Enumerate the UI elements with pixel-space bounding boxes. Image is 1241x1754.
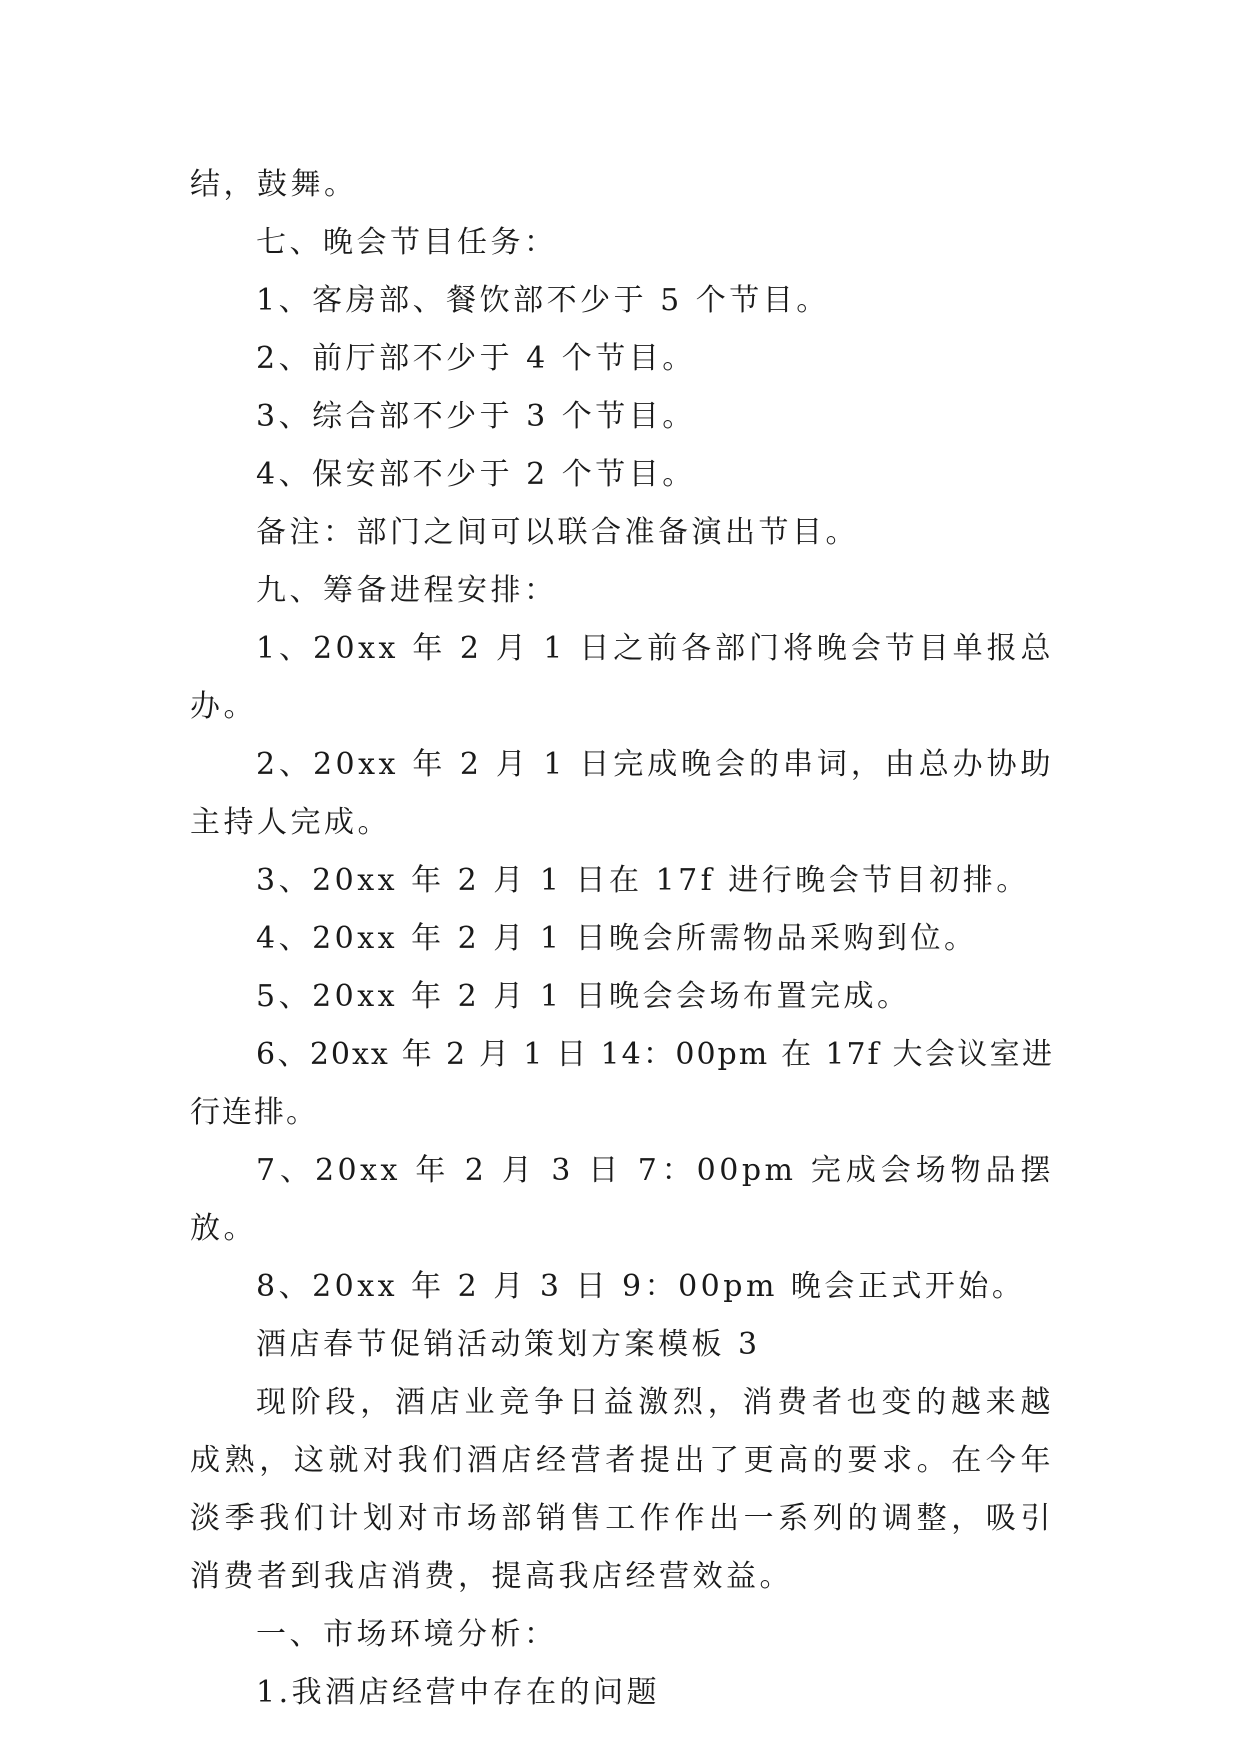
document-body bbox=[190, 156, 1054, 1722]
subsection-heading: 1.我酒店经营中存在的问题 bbox=[256, 1675, 661, 1710]
list-item: 2、前厅部不少于 4 个节目。 bbox=[256, 341, 696, 376]
section-heading-program-tasks: 七、晚会节目任务： bbox=[256, 225, 558, 260]
list-item: 3、20xx 年 2 月 1 日在 17f 进行晚会节目初排。 bbox=[256, 863, 1030, 898]
list-item: 8、20xx 年 2 月 3 日 9：00pm 晚会正式开始。 bbox=[256, 1269, 1026, 1304]
body-paragraph: 现阶段，酒店业竞争日益激烈，消费者也变的越来越成熟，这就对我们酒店经营者提出了更高的要求。在今年淡季我们计划对市场部销售工作作出一系列的调整，吸引消费者到我店消费，提高我店经营效益。 bbox=[190, 1385, 1054, 1594]
section-heading-schedule: 九、筹备进程安排： bbox=[256, 573, 558, 608]
document-title: 酒店春节促销活动策划方案模板 3 bbox=[256, 1327, 761, 1362]
list-item: 3、综合部不少于 3 个节目。 bbox=[256, 399, 696, 434]
paragraph-continuation: 结，鼓舞。 bbox=[190, 167, 358, 202]
list-item: 1、客房部、餐饮部不少于 5 个节目。 bbox=[256, 283, 830, 318]
list-item: 1、20xx 年 2 月 1 日之前各部门将晚会节目单报总办。 bbox=[190, 631, 1054, 724]
list-item: 7、20xx 年 2 月 3 日 7：00pm 完成会场物品摆放。 bbox=[190, 1153, 1054, 1246]
list-item: 2、20xx 年 2 月 1 日完成晚会的串词，由总办协助主持人完成。 bbox=[190, 747, 1054, 840]
list-item: 6、20xx 年 2 月 1 日 14：00pm 在 17f 大会议室进行连排。 bbox=[190, 1037, 1054, 1130]
note-paragraph: 备注：部门之间可以联合准备演出节目。 bbox=[256, 515, 859, 550]
list-item: 4、保安部不少于 2 个节目。 bbox=[256, 457, 696, 492]
section-heading-market-analysis: 一、市场环境分析： bbox=[256, 1617, 558, 1652]
list-item: 4、20xx 年 2 月 1 日晚会所需物品采购到位。 bbox=[256, 921, 978, 956]
list-item: 5、20xx 年 2 月 1 日晚会会场布置完成。 bbox=[256, 979, 911, 1014]
